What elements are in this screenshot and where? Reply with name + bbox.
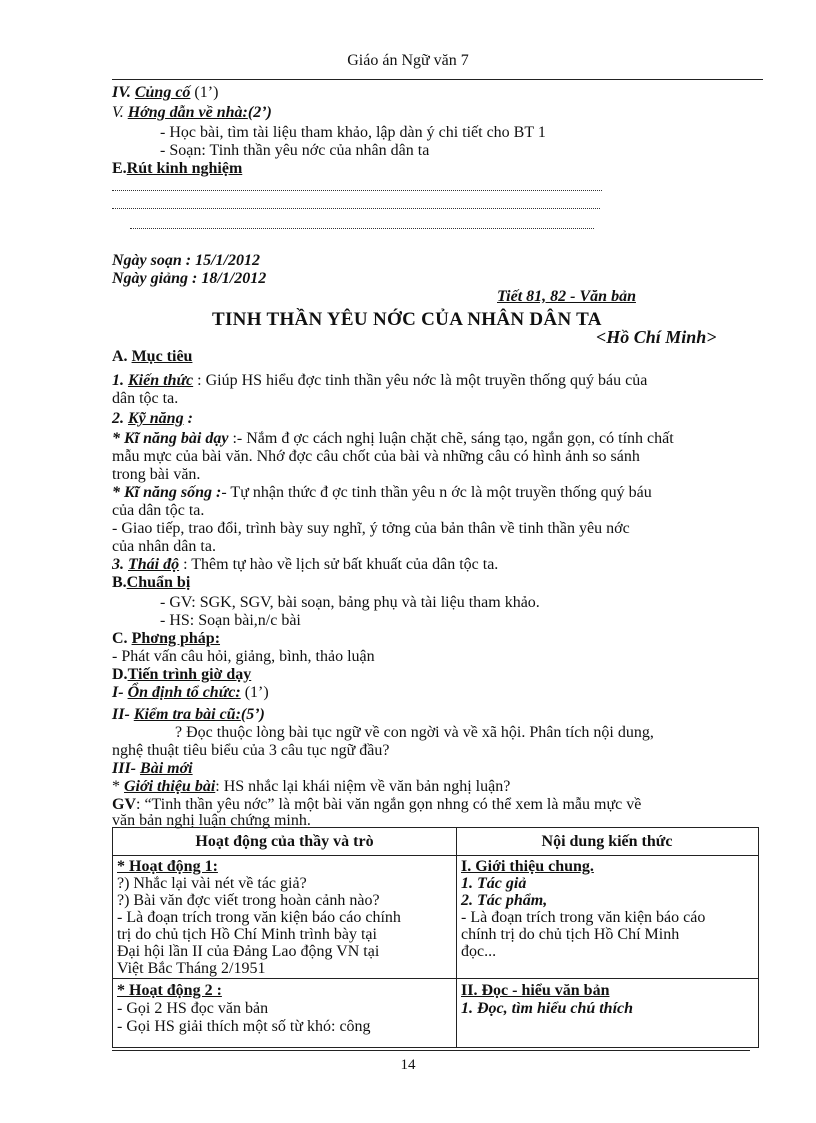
section-b: B.Chuẩn bị: [112, 574, 191, 591]
content-1-line: - Là đoạn trích trong văn kiện báo cáo: [461, 909, 706, 926]
lesson-skill-line-2: mẫu mực của bài văn. Nhớ đợc câu chốt của bài và những câu có hình ảnh so sánh: [112, 448, 640, 465]
content-1-work: 2. Tác phẩm,: [461, 892, 548, 909]
prep-teacher: - GV: SGK, SGV, bài soạn, bảng phụ và tài liệu tham khảo.: [160, 594, 540, 611]
teacher-note-line-1: GV: “Tinh thần yêu nớc” là một bài văn ngắn gọn nhng có thể xem là mẫu mực về: [112, 796, 642, 813]
page-number: 14: [400, 1057, 416, 1073]
method-line: - Phát vấn câu hỏi, giảng, bình, thảo luận: [112, 648, 375, 665]
content-2-subtitle: 1. Đọc, tìm hiểu chú thích: [461, 1000, 634, 1017]
review-question-line-2: nghệ thuật tiêu biểu của 3 câu tục ngữ đầu?: [112, 742, 390, 759]
table-divider: [456, 828, 457, 1047]
step-ii: II- Kiểm tra bài cũ:(5’): [112, 706, 265, 723]
activity-1-line: - Là đoạn trích trong văn kiện báo cáo chính: [117, 909, 401, 926]
activity-1-line: ?) Bài văn đợc viết trong hoàn cảnh nào?: [117, 892, 380, 909]
section-iv: IV. Củng cố (1’): [112, 84, 219, 101]
attitude-line: 3. Thái độ : Thêm tự hào về lịch sử bất khuất của dân tộc ta.: [112, 556, 499, 573]
section-v: V. Hớng dẫn về nhà:(2’): [112, 104, 272, 121]
table-header-left: Hoạt động của thầy và trò: [195, 833, 374, 850]
skills-heading: 2. Kỹ năng :: [112, 410, 193, 427]
activity-table: [112, 827, 759, 1048]
activity-1-line: Việt Bắc Tháng 2/1951: [117, 960, 266, 977]
activity-2-line: - Gọi HS giải thích một số từ khó: công: [117, 1018, 371, 1035]
step-i: I- Ổn định tổ chức: (1’): [112, 684, 269, 701]
content-1-title: I. Giới thiệu chung.: [461, 858, 594, 875]
section-e: E.Rút kinh nghiệm: [112, 160, 243, 177]
content-2-title: II. Đọc - hiểu văn bản: [461, 982, 610, 999]
knowledge-line-2: dân tộc ta.: [112, 390, 179, 407]
prep-student: - HS: Soạn bài,n/c bài: [160, 612, 301, 629]
activity-1-title: * Hoạt động 1:: [117, 858, 218, 875]
table-row-rule: [113, 978, 758, 979]
step-iii: III- Bài mới: [112, 760, 193, 777]
notes-line-3: [130, 228, 594, 229]
lesson-period: Tiết 81, 82 - Văn bản: [497, 288, 636, 305]
teacher-note-line-2: văn bản nghị luận chứng minh.: [112, 812, 311, 829]
header-rule: [112, 79, 763, 80]
activity-1-line: ?) Nhắc lại vài nét về tác giả?: [117, 875, 307, 892]
notes-line-1: [112, 190, 602, 191]
life-skill-line-1: * Kĩ năng sống :- Tự nhận thức đ ợc tinh thần yêu n ớc là một truyền thống quý báu: [112, 484, 652, 501]
activity-2-title: * Hoạt động 2 :: [117, 982, 222, 999]
lesson-skill-line-1: * Kĩ năng bài dạy :- Nắm đ ợc cách nghị luận chặt chẽ, sáng tạo, ngắn gọn, có tính chất: [112, 430, 674, 447]
review-question-line-1: ? Đọc thuộc lòng bài tục ngữ về con ngời và về xã hội. Phân tích nội dung,: [175, 724, 654, 741]
activity-1-line: trị do chủ tịch Hồ Chí Minh trình bày tại: [117, 926, 377, 943]
content-1-author: 1. Tác giả: [461, 875, 527, 892]
communication-line-2: của nhân dân ta.: [112, 538, 216, 555]
homework-item-1: - Học bài, tìm tài liệu tham khảo, lập dàn ý chi tiết cho BT 1: [160, 124, 546, 141]
table-header-right: Nội dung kiến thức: [541, 833, 673, 850]
content-1-line: chính trị do chủ tịch Hồ Chí Minh: [461, 926, 680, 943]
section-c: C. Phơng pháp:: [112, 630, 221, 647]
content-1-line: đọc...: [461, 943, 497, 960]
lesson-skill-line-3: trong bài văn.: [112, 466, 201, 483]
prep-date: Ngày soạn : 15/1/2012: [112, 252, 260, 269]
life-skill-line-2: của dân tộc ta.: [112, 502, 205, 519]
activity-1-line: Đại hội lần II của Đảng Lao động VN tại: [117, 943, 380, 960]
teach-date: Ngày giảng : 18/1/2012: [112, 270, 267, 287]
knowledge-line-1: 1. Kiến thức : Giúp HS hiểu đợc tinh thần yêu nớc là một truyền thống quý báu của: [112, 372, 648, 389]
footer-rule: [112, 1050, 750, 1051]
section-d: D.Tiến trình giờ dạy: [112, 666, 252, 683]
homework-item-2: - Soạn: Tinh thần yêu nớc của nhân dân ta: [160, 142, 430, 159]
lesson-author: <Hồ Chí Minh>: [596, 327, 717, 347]
notes-line-2: [112, 208, 600, 209]
lesson-title: TINH THẦN YÊU NỚC CỦA NHÂN DÂN TA: [212, 309, 602, 330]
document-header: Giáo án Ngữ văn 7: [347, 52, 469, 69]
communication-line-1: - Giao tiếp, trao đổi, trình bày suy nghĩ, ý tởng của bản thân về tinh thần yêu nớc: [112, 520, 630, 537]
table-header-rule: [113, 855, 758, 856]
intro-line: * Giới thiệu bài: HS nhắc lại khái niệm về văn bản nghị luận?: [112, 778, 511, 795]
section-a: A. Mục tiêu: [112, 348, 193, 365]
activity-2-line: - Gọi 2 HS đọc văn bản: [117, 1000, 269, 1017]
